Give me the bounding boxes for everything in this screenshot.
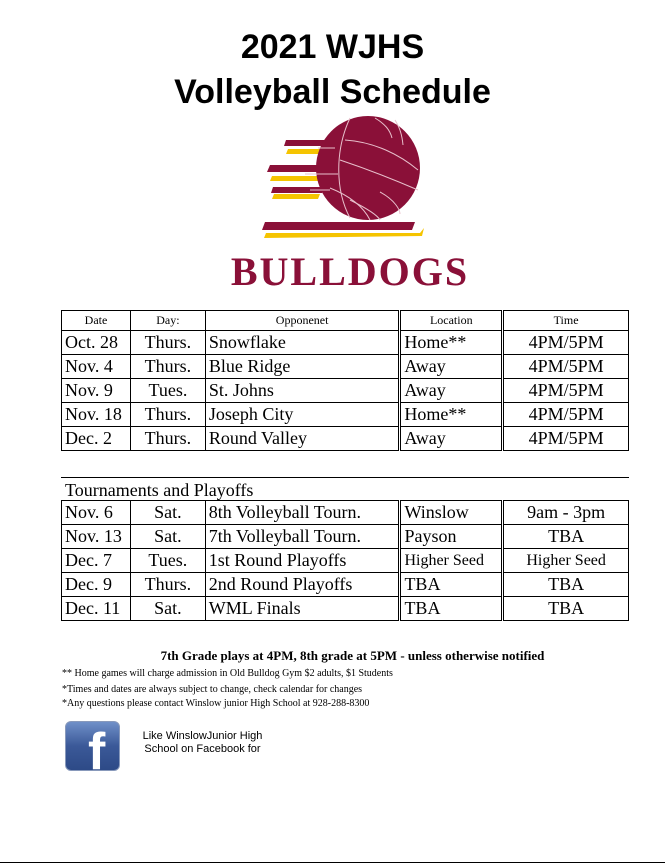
- cell-date: Dec. 7: [62, 549, 131, 573]
- grade-times-note: 7th Grade plays at 4PM, 8th grade at 5PM - unless otherwise notified: [160, 648, 545, 663]
- cell-day: Sat.: [130, 501, 205, 525]
- table-row: [62, 331, 629, 355]
- header-time: Time: [503, 311, 629, 331]
- admission-note: ** Home games will charge admission in Old Bulldog Gym $2 adults, $1 Students: [62, 668, 393, 679]
- cell-date: Nov. 4: [62, 355, 131, 379]
- table-row: [62, 549, 629, 573]
- table-row: [62, 525, 629, 549]
- table-row: [62, 379, 629, 403]
- cell-date: Oct. 28: [62, 331, 131, 355]
- cell-opponent: Blue Ridge: [205, 355, 400, 379]
- subject-to-change-note: *Times and dates are always subject to change, check calendar for changes: [62, 684, 363, 695]
- cell-location: Payson: [400, 525, 503, 549]
- table-row: [62, 597, 629, 621]
- facebook-text: Like WinslowJunior High School on Facebook for: [142, 730, 263, 755]
- cell-date: Nov. 9: [62, 379, 131, 403]
- table-row: [62, 427, 629, 451]
- cell-time: 4PM/5PM: [503, 403, 629, 427]
- cell-location: Away: [400, 379, 503, 403]
- facebook-icon[interactable]: f: [65, 721, 120, 771]
- cell-time: TBA: [503, 597, 629, 621]
- cell-opponent: Round Valley: [205, 427, 400, 451]
- cell-location: Winslow: [400, 501, 503, 525]
- table-row: [62, 403, 629, 427]
- cell-location: Higher Seed: [400, 549, 503, 573]
- header-location: Location: [400, 311, 503, 331]
- cell-location: Away: [400, 427, 503, 451]
- cell-opponent: 1st Round Playoffs: [205, 549, 400, 573]
- cell-time: TBA: [503, 573, 629, 597]
- header-opponent: Opponenet: [205, 311, 400, 331]
- cell-day: Tues.: [130, 379, 205, 403]
- cell-day: Thurs.: [130, 427, 205, 451]
- table-row: [62, 573, 629, 597]
- cell-location: Home**: [400, 331, 503, 355]
- cell-day: Thurs.: [130, 331, 205, 355]
- cell-location: Away: [400, 355, 503, 379]
- header-date: Date: [62, 311, 131, 331]
- cell-day: Sat.: [130, 597, 205, 621]
- cell-date: Nov. 13: [62, 525, 131, 549]
- cell-day: Thurs.: [130, 573, 205, 597]
- cell-time: 4PM/5PM: [503, 427, 629, 451]
- cell-date: Dec. 2: [62, 427, 131, 451]
- tournaments-heading: Tournaments and Playoffs: [61, 477, 629, 503]
- cell-opponent: Snowflake: [205, 331, 400, 355]
- cell-opponent: 7th Volleyball Tourn.: [205, 525, 400, 549]
- header-day: Day:: [130, 311, 205, 331]
- cell-day: Tues.: [130, 549, 205, 573]
- table-row: [62, 355, 629, 379]
- cell-opponent: WML Finals: [205, 597, 400, 621]
- cell-time: 4PM/5PM: [503, 379, 629, 403]
- cell-day: Thurs.: [130, 355, 205, 379]
- tournaments-table: [61, 500, 629, 621]
- cell-opponent: 2nd Round Playoffs: [205, 573, 400, 597]
- table-header-row: [62, 311, 629, 331]
- cell-opponent: St. Johns: [205, 379, 400, 403]
- cell-time: Higher Seed: [503, 549, 629, 573]
- cell-opponent: Joseph City: [205, 403, 400, 427]
- cell-day: Thurs.: [130, 403, 205, 427]
- cell-location: TBA: [400, 597, 503, 621]
- cell-day: Sat.: [130, 525, 205, 549]
- cell-date: Nov. 6: [62, 501, 131, 525]
- page-divider: [0, 862, 665, 863]
- cell-time: 4PM/5PM: [503, 355, 629, 379]
- title-line-2: Volleyball Schedule: [174, 73, 491, 111]
- cell-location: TBA: [400, 573, 503, 597]
- volleyball-logo-icon: [200, 110, 500, 250]
- games-table: [61, 310, 629, 451]
- cell-time: TBA: [503, 525, 629, 549]
- bulldogs-wordmark: BULLDOGS: [230, 249, 470, 294]
- cell-time: 9am - 3pm: [503, 501, 629, 525]
- cell-date: Dec. 9: [62, 573, 131, 597]
- cell-opponent: 8th Volleyball Tourn.: [205, 501, 400, 525]
- cell-time: 4PM/5PM: [503, 331, 629, 355]
- table-row: [62, 501, 629, 525]
- title-line-1: 2021 WJHS: [240, 28, 425, 66]
- cell-date: Nov. 18: [62, 403, 131, 427]
- cell-location: Home**: [400, 403, 503, 427]
- contact-note: *Any questions please contact Winslow junior High School at 928-288-8300: [62, 698, 370, 709]
- cell-date: Dec. 11: [62, 597, 131, 621]
